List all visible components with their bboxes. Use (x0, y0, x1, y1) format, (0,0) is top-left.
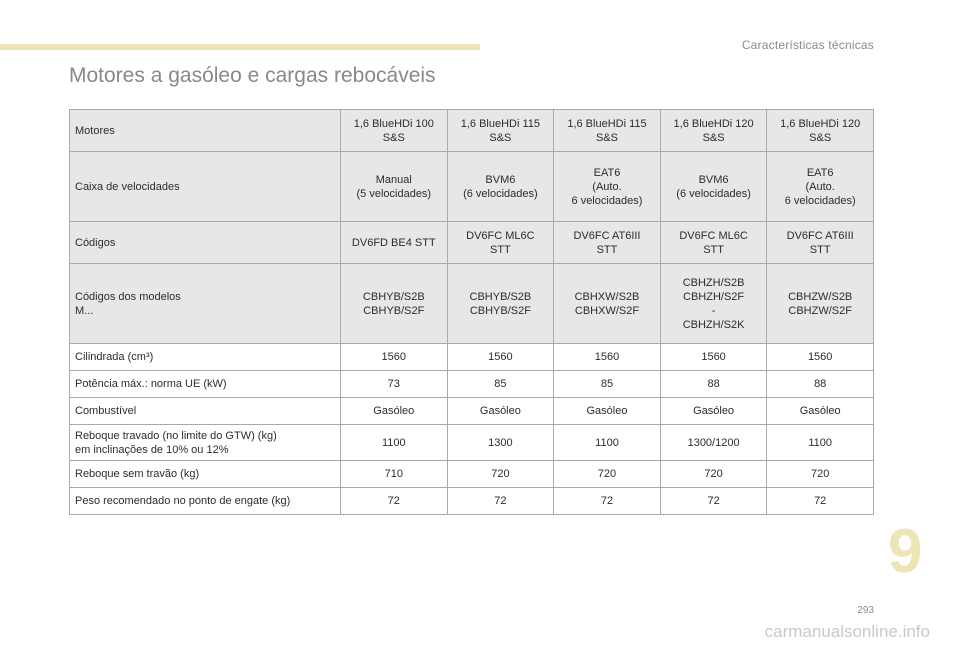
table-row (70, 461, 874, 488)
table-row (70, 425, 874, 461)
table-cell: DV6FC AT6III STT (554, 222, 661, 264)
table-cell: DV6FC ML6C STT (660, 222, 767, 264)
table-cell: BVM6 (6 velocidades) (660, 152, 767, 222)
table-cell: CBHYB/S2B CBHYB/S2F (341, 264, 448, 344)
chapter-title: Características técnicas (741, 38, 874, 52)
table-cell: 1560 (767, 344, 874, 371)
table-cell: 88 (767, 371, 874, 398)
table-cell: 1,6 BlueHDi 120 S&S (767, 110, 874, 152)
table-cell: 72 (554, 488, 661, 515)
table-cell: 1,6 BlueHDi 115 S&S (447, 110, 554, 152)
table-cell: 720 (660, 461, 767, 488)
table-cell: 1300 (447, 425, 554, 461)
table-row (70, 488, 874, 515)
table-row (70, 152, 874, 222)
watermark-text: carmanualsonline.info (764, 622, 930, 641)
table-cell: 1100 (341, 425, 448, 461)
table-cell: 72 (660, 488, 767, 515)
row-label: Motores (70, 110, 341, 152)
table-cell: CBHZW/S2B CBHZW/S2F (767, 264, 874, 344)
table-cell: Gasóleo (767, 398, 874, 425)
table-cell: 72 (447, 488, 554, 515)
table-cell: Gasóleo (447, 398, 554, 425)
row-label: Reboque travado (no limite do GTW) (kg) em inclinações de 10% ou 12% (70, 425, 341, 461)
table-cell: EAT6 (Auto. 6 velocidades) (767, 152, 874, 222)
table-cell: 73 (341, 371, 448, 398)
table-cell: CBHXW/S2B CBHXW/S2F (554, 264, 661, 344)
row-label: Reboque sem travão (kg) (70, 461, 341, 488)
table-cell: 1560 (447, 344, 554, 371)
table-cell: 1560 (660, 344, 767, 371)
table-cell: BVM6 (6 velocidades) (447, 152, 554, 222)
row-label: Caixa de velocidades (70, 152, 341, 222)
header-accent-bar (0, 44, 480, 50)
chapter-number: 9 (888, 517, 923, 586)
table-cell: 85 (554, 371, 661, 398)
table-row (70, 264, 874, 344)
table-row (70, 398, 874, 425)
table-cell: Manual (5 velocidades) (341, 152, 448, 222)
row-label: Códigos (70, 222, 341, 264)
table-cell: 720 (447, 461, 554, 488)
table-cell: 1,6 BlueHDi 100 S&S (341, 110, 448, 152)
table-row (70, 222, 874, 264)
page-title: Motores a gasóleo e cargas rebocáveis (69, 64, 436, 87)
table-cell: 710 (341, 461, 448, 488)
row-label: Combustível (70, 398, 341, 425)
table-cell: DV6FD BE4 STT (341, 222, 448, 264)
table-cell: 1100 (554, 425, 661, 461)
table-cell: 72 (767, 488, 874, 515)
row-label: Peso recomendado no ponto de engate (kg) (70, 488, 341, 515)
table-cell: CBHYB/S2B CBHYB/S2F (447, 264, 554, 344)
table-row (70, 371, 874, 398)
table-row (70, 344, 874, 371)
table-cell: Gasóleo (554, 398, 661, 425)
table-cell: DV6FC ML6C STT (447, 222, 554, 264)
table-cell: 72 (341, 488, 448, 515)
table-cell: 88 (660, 371, 767, 398)
table-cell: 1100 (767, 425, 874, 461)
table-cell: CBHZH/S2B CBHZH/S2F - CBHZH/S2K (660, 264, 767, 344)
table-cell: DV6FC AT6III STT (767, 222, 874, 264)
table-cell: 1,6 BlueHDi 115 S&S (554, 110, 661, 152)
table-cell: EAT6 (Auto. 6 velocidades) (554, 152, 661, 222)
table-cell: Gasóleo (660, 398, 767, 425)
table-cell: 85 (447, 371, 554, 398)
table-row (70, 110, 874, 152)
table-cell: 1560 (341, 344, 448, 371)
row-label: Cilindrada (cm³) (70, 344, 341, 371)
table-cell: 1,6 BlueHDi 120 S&S (660, 110, 767, 152)
table-cell: 720 (767, 461, 874, 488)
row-label: Potência máx.: norma UE (kW) (70, 371, 341, 398)
table-cell: 1560 (554, 344, 661, 371)
engine-specs-table (69, 109, 874, 515)
table-cell: 720 (554, 461, 661, 488)
table-cell: Gasóleo (341, 398, 448, 425)
row-label: Códigos dos modelos M... (70, 264, 341, 344)
page-number: 293 (857, 605, 874, 616)
table-cell: 1300/1200 (660, 425, 767, 461)
